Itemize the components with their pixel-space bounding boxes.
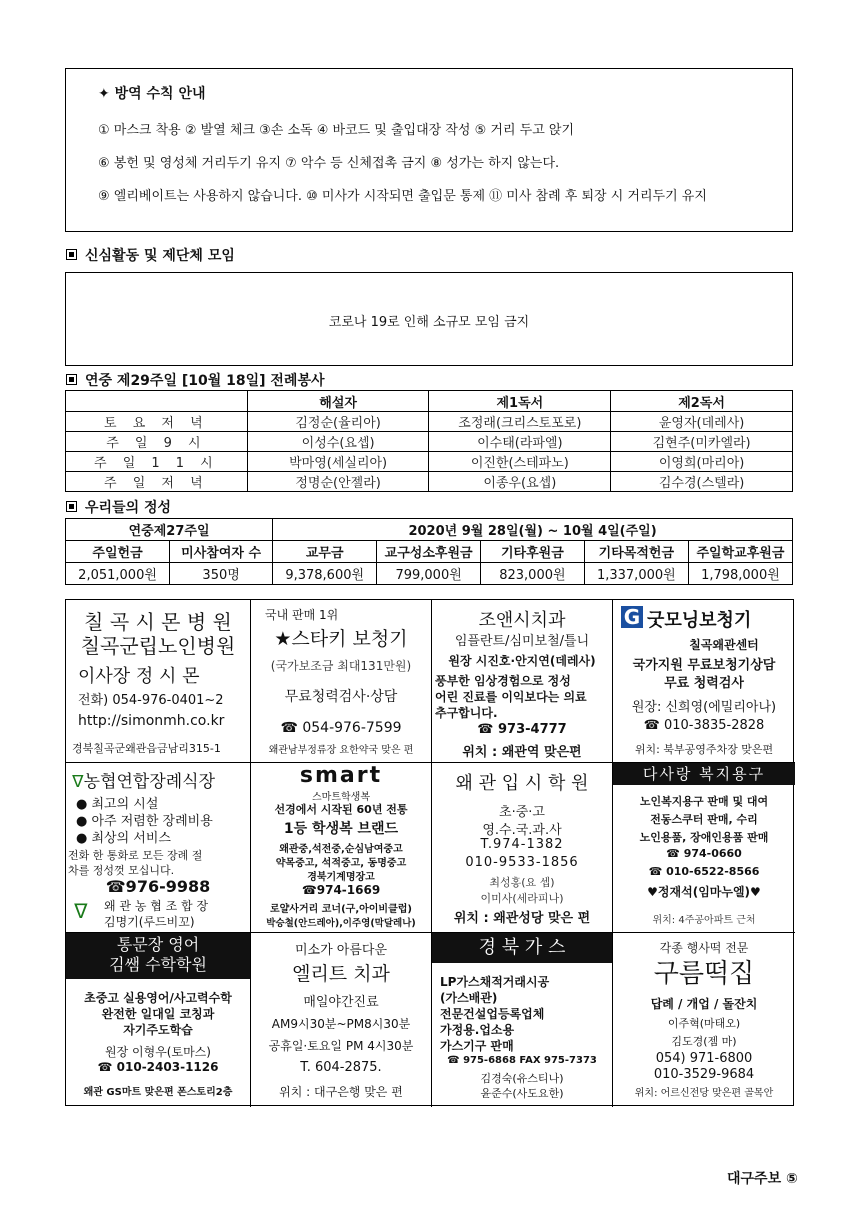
schedule-cell: 이진한(스테파노): [429, 452, 611, 472]
ad-phone: ☎974-1669: [301, 883, 381, 897]
ad-gureum-ricecake: [613, 933, 795, 1107]
ad-top: 미소가 아름다운: [294, 943, 388, 958]
offering-header: 기타목적헌금: [584, 541, 688, 563]
ad-line: 공휴일·토요일 PM 4시30분: [268, 1039, 414, 1053]
ad-phone: ☎ 054-976-7599: [280, 720, 402, 736]
ad-title: 경 북 가 스: [432, 933, 612, 963]
ad-director: 원장 이형우(토마스): [105, 1045, 211, 1059]
ad-url: http://simonmh.co.kr: [78, 713, 225, 729]
ad-line: 답례 / 개업 / 돌잔치: [650, 997, 758, 1011]
goodmorning-logo-icon: G: [621, 606, 643, 628]
ad-title: ★스타키 보청기: [274, 628, 408, 650]
ad-name: 최성홍(요 셉): [489, 876, 555, 889]
ad-goodmorning-hearing: [613, 600, 795, 763]
ad-line: 영.수.국.과.사: [482, 823, 562, 838]
ad-line: 초·중·고: [499, 805, 545, 820]
schedule-cell: 박마영(세실리아): [247, 452, 429, 472]
ad-line: 국가지원 무료보청기상담: [632, 658, 776, 673]
ad-top: 각종 행사떡 전문: [659, 941, 749, 955]
table-row: [66, 472, 793, 492]
schedule-heading: 연중 제29주일 [10월 18일] 전례봉사: [66, 370, 325, 390]
ad-name: ♥정재석(임마누엘)♥: [647, 885, 761, 899]
schedule-cell: 주 일 9 시: [66, 432, 248, 452]
ad-location: 위치: 북부공영주차장 맞은편: [634, 743, 774, 756]
ad-phone: 전화) 054-976-0401~2: [78, 693, 224, 708]
ad-line: AM9시30분~PM8시30분: [271, 1017, 411, 1031]
schedule-cell: 주 일 저 녁: [66, 472, 248, 492]
ad-title: 칠곡군립노인병원: [80, 634, 236, 658]
ad-location: 위치 : 왜관역 맞은편: [462, 745, 582, 760]
offering-value: 823,000원: [481, 563, 585, 585]
offering-week: 연중제27주일: [66, 519, 273, 541]
ad-starkey: [251, 600, 432, 763]
ad-line: 가정용.업소용: [440, 1023, 515, 1037]
ad-phone: 010-9533-1856: [465, 855, 579, 870]
ad-location: 위치: 어르신전당 맞은편 골목안: [634, 1088, 774, 1099]
ad-doctors: 원장 시진호·안지연(데레사): [448, 654, 596, 668]
ad-line: LP가스채적거래시공: [440, 975, 550, 989]
table-row: [66, 412, 793, 432]
ad-dasarang-welfare: [613, 763, 795, 933]
ad-phone: ☎ 010-3835-2828: [643, 718, 765, 733]
ad-org: 왜 관 농 협 조 합 장: [104, 899, 209, 913]
offering-header: 주일학교후원금: [688, 541, 792, 563]
ad-phone: 054) 971-6800: [655, 1051, 753, 1066]
ad-location: 위치 : 왜관성당 맞은 편: [453, 911, 591, 926]
ad-line: (가스배관): [440, 991, 498, 1005]
ad-phone: 010-3529-9684: [653, 1067, 755, 1082]
ad-desc: 전화 한 통화로 모든 장례 절: [68, 849, 203, 862]
smart-logo-icon: smart: [299, 763, 383, 788]
ad-name: 이미사(세라피나): [480, 892, 564, 905]
ad-line: 왜관중,석전중,순심남여중고: [279, 844, 403, 855]
ad-director: 원장: 신희영(에밀리아나): [631, 700, 777, 715]
ad-desc: 차를 정성껏 모십니다.: [68, 864, 175, 877]
table-row: [66, 452, 793, 472]
schedule-cell: 김현주(미카엘라): [611, 432, 793, 452]
schedule-cell: 정명순(안젤라): [247, 472, 429, 492]
groups-heading: 신심활동 및 제단체 모임: [66, 245, 235, 265]
schedule-header-row: [66, 391, 793, 412]
page-footer: 대구주보 ⑤: [727, 1171, 798, 1187]
ad-line: 자기주도학습: [123, 1023, 193, 1037]
square-bullet-icon: [66, 374, 77, 385]
ad-name: 김명기(루드비꼬): [104, 915, 195, 929]
ad-english-math-academy: [66, 933, 251, 1107]
ad-line: 전문건설업등록업체: [440, 1007, 545, 1021]
ad-line: 약목중고, 석적중고, 동명중고: [275, 858, 407, 869]
schedule-cell: 이성수(요셉): [247, 432, 429, 452]
ads-grid: [65, 599, 794, 1106]
ad-location: 위치: 4주공아파트 근처: [652, 915, 756, 926]
schedule-cell: 토 요 저 녁: [66, 412, 248, 432]
offering-header: 교구성소후원금: [377, 541, 481, 563]
ad-name: 박승철(안드레아),이주영(막달레나): [266, 918, 416, 929]
offering-value: 9,378,600원: [273, 563, 377, 585]
offering-table: [65, 518, 793, 585]
ad-bullet: ● 최상의 서비스: [76, 831, 171, 846]
schedule-header: [66, 391, 248, 412]
schedule-cell: 주 일 1 1 시: [66, 452, 248, 472]
notice-line-1: ① 마스크 착용 ② 발열 체크 ③손 소독 ④ 바코드 및 출입대장 작성 ⑤ 거리 두고 앉기: [98, 123, 575, 138]
table-row: [66, 563, 793, 585]
ad-smart-uniform: [251, 763, 432, 933]
ad-location: 왜관 GS마트 맞은편 폰스토리2층: [83, 1087, 233, 1098]
ad-name: 윤준수(사도요한): [480, 1087, 564, 1100]
schedule-cell: 이영희(마리아): [611, 452, 793, 472]
offering-header: 기타후원금: [481, 541, 585, 563]
offering-header: 교무금: [273, 541, 377, 563]
table-row: [66, 432, 793, 452]
ad-line: 전동스쿠터 판매, 수리: [650, 813, 758, 826]
ad-gyeongbuk-gas: [432, 933, 613, 1107]
ad-nh-funeral: [66, 763, 251, 933]
ad-waegwan-academy: [432, 763, 613, 933]
offering-value: 2,051,000원: [66, 563, 170, 585]
ad-line: 경북기계명장고: [307, 872, 375, 883]
ad-title: 다사랑 복지용구: [613, 763, 795, 785]
ad-line: 무료 청력검사: [664, 676, 744, 691]
ad-sub: 칠곡왜관센터: [689, 638, 759, 652]
ad-line: 1등 학생복 브랜드: [283, 821, 399, 837]
schedule-cell: 윤영자(데레사): [611, 412, 793, 432]
groups-message: 코로나 19로 인해 소규모 모임 금지: [328, 315, 530, 330]
ad-service: 무료청력검사·상담: [284, 689, 398, 705]
ad-title: 조앤시치과: [478, 610, 566, 631]
ad-sub: 임플란트/심미보철/틀니: [454, 634, 590, 649]
ad-bullet: ● 최고의 시설: [76, 797, 159, 812]
offering-period: 2020년 9월 28일(월) ~ 10월 4일(주일): [273, 519, 793, 541]
schedule-cell: 이수태(라파엘): [429, 432, 611, 452]
schedule-header: 제2독서: [611, 391, 793, 412]
schedule-header: 해설자: [247, 391, 429, 412]
offering-value: 799,000원: [377, 563, 481, 585]
ad-phone: T. 604-2875.: [300, 1060, 382, 1075]
ad-title: 굿모닝보청기: [647, 610, 752, 631]
ad-title: 엘리트 치과: [292, 963, 390, 985]
ad-line: 가스기구 판매: [440, 1039, 514, 1053]
ad-simon-hospital: [66, 600, 251, 763]
groups-box: [65, 272, 793, 366]
schedule-cell: 조정래(크리스토포로): [429, 412, 611, 432]
ad-phone: T.974-1382: [480, 837, 564, 852]
ad-title: 김쌤 수학학원: [109, 955, 207, 974]
notice-line-2: ⑥ 봉헌 및 영성체 거리두기 유지 ⑦ 악수 등 신체접촉 금지 ⑧ 성가는 하지 않는다.: [98, 156, 560, 171]
schedule-cell: 이종우(요셉): [429, 472, 611, 492]
ad-address: 로얄사거리 코너(구,아이비클럽): [269, 904, 412, 915]
ad-line: 노인복지용구 판매 및 대여: [639, 795, 769, 808]
ad-title: ᐁ농협연합장례식장: [72, 772, 216, 792]
ad-phone: ☎ 010-6522-8566: [648, 865, 760, 878]
ad-phone: ☎ 010-2403-1126: [97, 1060, 219, 1074]
notice-line-3: ⑨ 엘리베이트는 사용하지 않습니다. ⑩ 미사가 시작되면 출입문 통제 ⑪ 미사 참례 후 퇴장 시 거리두기 유지: [98, 189, 707, 204]
ad-director: 이사장 정 시 몬: [78, 666, 200, 687]
offering-value: 350명: [170, 563, 273, 585]
offering-header: 주일헌금: [66, 541, 170, 563]
ad-line: 선경에서 시작된 60년 전통: [274, 803, 408, 816]
ad-desc: 풍부한 임상경험으로 정성: [435, 674, 571, 688]
ad-line: 매일야간진료: [303, 995, 379, 1010]
ad-title: 왜 관 입 시 학 원: [455, 773, 589, 794]
ad-address: 경북칠곡군왜관읍금남리315-1: [72, 742, 221, 755]
offering-value: 1,798,000원: [688, 563, 792, 585]
ad-name: 이주혁(마태오): [667, 1017, 741, 1030]
offering-title-row: [66, 519, 793, 541]
ad-title: 통문장 영어: [116, 935, 200, 954]
notice-title: ✦ 방역 수칙 안내: [98, 86, 206, 102]
offering-value: 1,337,000원: [584, 563, 688, 585]
ad-line: 초중고 실용영어/사고력수학: [84, 991, 232, 1005]
schedule-table: [65, 390, 793, 492]
nh-logo-icon: ᐁ: [72, 772, 84, 792]
ad-phone: ☎ 973-4777: [477, 722, 567, 737]
ad-line: 완전한 일대일 코칭과: [101, 1007, 215, 1021]
ad-desc: 어린 진료를 이익보다는 의료: [435, 690, 587, 704]
ad-location: 위치 : 대구은행 맞은 편: [279, 1085, 403, 1099]
ad-name: 김경숙(유스티나): [480, 1072, 564, 1085]
schedule-cell: 김수경(스텔라): [611, 472, 793, 492]
ad-desc: 추구합니다.: [435, 706, 498, 720]
ad-name: 김도경(젬 마): [671, 1035, 737, 1048]
ad-sub: 스마트학생복: [312, 792, 370, 803]
offering-heading: 우리들의 정성: [66, 497, 171, 517]
notice-box: [65, 68, 793, 232]
schedule-header: 제1독서: [429, 391, 611, 412]
square-bullet-icon: [66, 501, 77, 512]
ad-line: 노인용품, 장애인용품 판매: [639, 831, 769, 844]
ad-phone: ☎ 974-0660: [666, 847, 742, 860]
ad-title-band: [66, 933, 250, 979]
schedule-cell: 김정순(율리아): [247, 412, 429, 432]
ad-location: 왜관남부정류장 요한약국 맞은 편: [268, 745, 414, 756]
ad-title: 칠 곡 시 몬 병 원: [84, 610, 232, 634]
ad-joan-dental: [432, 600, 613, 763]
ad-bullet: ● 아주 저렴한 장례비용: [76, 814, 213, 829]
ad-sub: (국가보조금 최대131만원): [270, 659, 412, 673]
ad-phone: ☎ 975-6868 FAX 975-7373: [447, 1055, 597, 1066]
ad-title: 구름떡집: [653, 959, 755, 989]
offering-header-row: [66, 541, 793, 563]
nh-logo-icon: ᐁ: [74, 899, 88, 923]
ad-top: 국내 판매 1위: [265, 608, 339, 622]
ad-phone: ☎976-9988: [105, 877, 211, 896]
square-bullet-icon: [66, 249, 77, 260]
ad-elite-dental: [251, 933, 432, 1107]
offering-header: 미사참여자 수: [170, 541, 273, 563]
